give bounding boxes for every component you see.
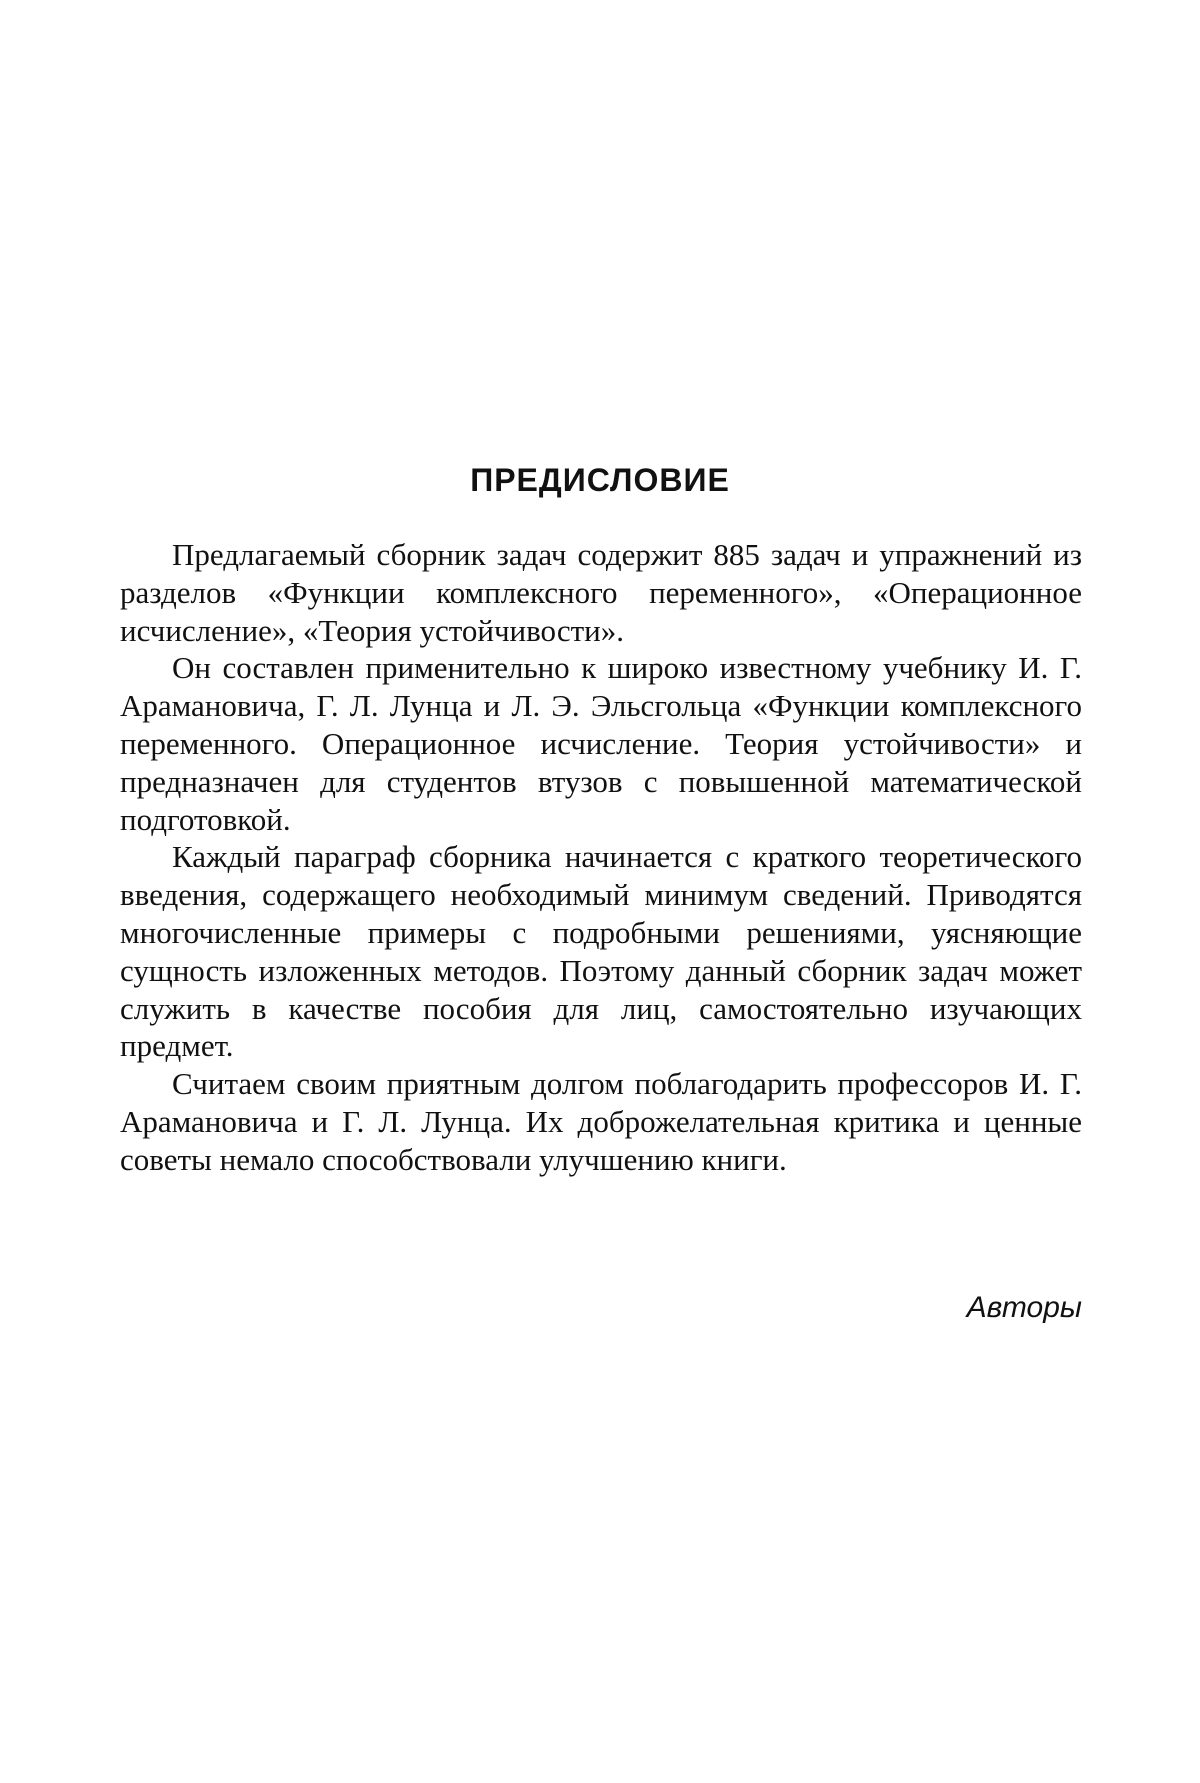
paragraph-4: Считаем своим приятным долгом поблагодарить профессоров И. Г. Арамановича и Г. Л. Лунца. Их доброжелательная критика и ценные советы немало способствовали улучшению книги. xyxy=(120,1066,1082,1177)
authors-signature: Авторы xyxy=(966,1291,1082,1324)
paragraph-3: Каждый параграф сборника начинается с краткого теоретического введения, содержащего необходимый минимум сведений. Приводятся многочисленные примеры с подробными решениями, уясняющие сущность изложенных методов. Поэтому данный сборник задач может служить в качестве пособия для лиц, самостоятельно изучающих предмет. xyxy=(120,839,1082,1064)
paragraph-1: Предлагаемый сборник задач содержит 885 задач и упражнений из разделов «Функции комплексного переменного», «Операционное исчисление», «Теория устойчивости». xyxy=(120,537,1082,648)
paragraph-2: Он составлен применительно к широко известному учебнику И. Г. Арамановича, Г. Л. Лунца и Л. Э. Эльсгольца «Функции комплексного переменного. Операционное исчисление. Теория устойчивости» и предназначен для студентов втузов с повышенной математической подготовкой. xyxy=(120,650,1082,837)
preface-body xyxy=(120,536,1082,1179)
page-title: ПРЕДИСЛОВИЕ xyxy=(470,462,730,498)
